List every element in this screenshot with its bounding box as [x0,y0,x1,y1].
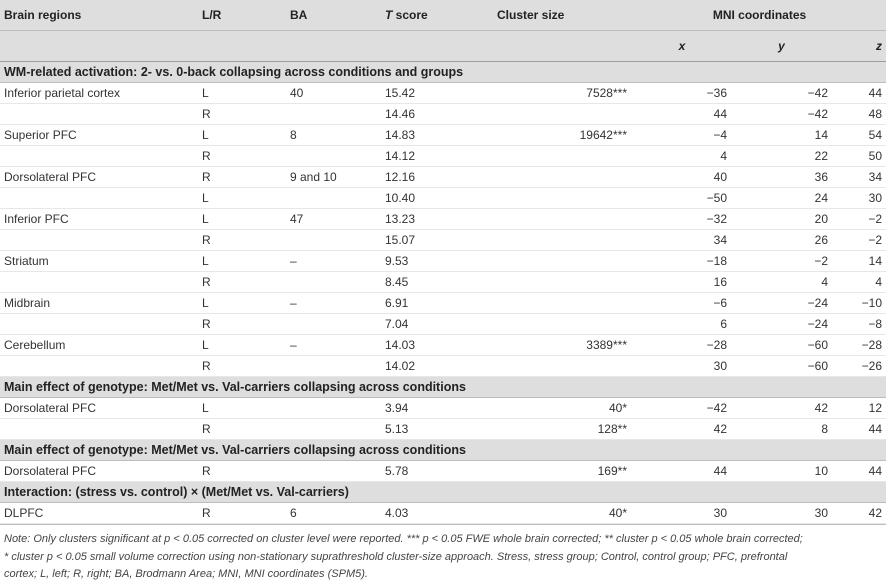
cell-z: −2 [832,230,886,251]
cell-ba [286,188,381,209]
table-row [0,251,886,272]
header-blank [0,31,198,62]
cell-y: 42 [731,398,832,419]
table-body [0,62,886,524]
cell-region [0,230,198,251]
cell-z: 50 [832,146,886,167]
table-row [0,503,886,524]
cell-x: −36 [633,83,731,104]
cell-cluster-size [493,167,633,188]
cell-cluster-size [493,293,633,314]
cell-lr: R [198,272,286,293]
cell-z: 42 [832,503,886,524]
cell-t-score: 9.53 [381,251,493,272]
cell-cluster-size: 128** [493,419,633,440]
cell-cluster-size [493,314,633,335]
cell-t-score: 14.46 [381,104,493,125]
cell-region: Dorsolateral PFC [0,461,198,482]
cell-z: 44 [832,419,886,440]
cell-region [0,356,198,377]
cell-t-score: 3.94 [381,398,493,419]
cell-ba [286,146,381,167]
cell-lr: L [198,293,286,314]
cell-lr: R [198,230,286,251]
cell-y: 26 [731,230,832,251]
table-row [0,104,886,125]
footnote-line: cortex; L, left; R, right; BA, Brodmann Area; MNI, MNI coordinates (SPM5). [4,568,368,580]
cell-y: 36 [731,167,832,188]
cell-ba [286,461,381,482]
cell-y: 14 [731,125,832,146]
cell-cluster-size: 19642*** [493,125,633,146]
cell-region [0,104,198,125]
table-row [0,356,886,377]
cell-y: 30 [731,503,832,524]
header-brain-regions: Brain regions [0,0,198,31]
cell-y: −24 [731,314,832,335]
cell-lr: R [198,314,286,335]
header-z: z [832,31,886,62]
cell-z: −28 [832,335,886,356]
cell-z: −10 [832,293,886,314]
table-row [0,335,886,356]
cell-cluster-size [493,251,633,272]
cell-y: −42 [731,83,832,104]
cell-region: Striatum [0,251,198,272]
cell-x: 40 [633,167,731,188]
cell-t-score: 15.07 [381,230,493,251]
header-blank [286,31,381,62]
table-row [0,188,886,209]
cell-x: 6 [633,314,731,335]
cell-cluster-size [493,356,633,377]
header-y: y [731,31,832,62]
cell-y: 4 [731,272,832,293]
cell-x: −42 [633,398,731,419]
cell-y: −24 [731,293,832,314]
cell-z: 44 [832,461,886,482]
table-row [0,272,886,293]
section-header-row [0,377,886,398]
header-blank [493,31,633,62]
cell-cluster-size [493,230,633,251]
cell-z: 14 [832,251,886,272]
cell-x: 44 [633,461,731,482]
header-x: x [633,31,731,62]
cell-region: Inferior PFC [0,209,198,230]
cell-ba [286,314,381,335]
cell-z: 34 [832,167,886,188]
table-header [0,0,886,62]
cell-region: Dorsolateral PFC [0,398,198,419]
cell-y: 10 [731,461,832,482]
cell-lr: R [198,104,286,125]
cell-x: 30 [633,356,731,377]
cell-ba [286,104,381,125]
cell-x: 30 [633,503,731,524]
cell-region: Cerebellum [0,335,198,356]
cell-x: −28 [633,335,731,356]
table-footnote [0,524,886,584]
cell-y: 20 [731,209,832,230]
section-header-row [0,482,886,503]
section-title: WM-related activation: 2- vs. 0-back collapsing across conditions and groups [0,62,886,83]
table-row [0,314,886,335]
cell-x: 42 [633,419,731,440]
cell-region: Midbrain [0,293,198,314]
cell-region: DLPFC [0,503,198,524]
table-row [0,293,886,314]
cell-cluster-size: 40* [493,503,633,524]
cell-ba [286,398,381,419]
cell-ba: – [286,251,381,272]
cell-t-score: 14.02 [381,356,493,377]
cell-x: 34 [633,230,731,251]
cell-cluster-size [493,146,633,167]
cell-t-score: 14.83 [381,125,493,146]
cell-t-score: 4.03 [381,503,493,524]
cell-y: 24 [731,188,832,209]
cell-ba: – [286,335,381,356]
section-title: Main effect of genotype: Met/Met vs. Val-carriers collapsing across conditions [0,440,886,461]
header-lr: L/R [198,0,286,31]
cell-x: −18 [633,251,731,272]
cell-cluster-size [493,272,633,293]
header-blank [381,31,493,62]
cell-cluster-size: 169** [493,461,633,482]
cell-x: −4 [633,125,731,146]
cell-lr: R [198,146,286,167]
section-header-row [0,440,886,461]
cell-ba [286,356,381,377]
cell-lr: R [198,503,286,524]
cell-lr: L [198,209,286,230]
cell-cluster-size [493,188,633,209]
cell-ba: 47 [286,209,381,230]
cell-z: 48 [832,104,886,125]
header-blank [198,31,286,62]
cell-y: −60 [731,356,832,377]
table-row [0,461,886,482]
cell-t-score: 5.78 [381,461,493,482]
cell-z: 44 [832,83,886,104]
cell-y: −60 [731,335,832,356]
section-title: Interaction: (stress vs. control) × (Met/Met vs. Val-carriers) [0,482,886,503]
cell-z: 12 [832,398,886,419]
cell-t-score: 5.13 [381,419,493,440]
section-title: Main effect of genotype: Met/Met vs. Val-carriers collapsing across conditions [0,377,886,398]
cell-region: Dorsolateral PFC [0,167,198,188]
cell-ba: – [286,293,381,314]
cell-cluster-size [493,104,633,125]
header-t-suffix: score [392,8,428,22]
cell-region [0,188,198,209]
cell-t-score: 14.12 [381,146,493,167]
cell-y: 22 [731,146,832,167]
cell-z: −26 [832,356,886,377]
table-row [0,125,886,146]
cell-region [0,419,198,440]
section-header-row [0,62,886,83]
cell-region [0,314,198,335]
cell-y: 8 [731,419,832,440]
header-mni-coordinates: MNI coordinates [633,0,886,31]
cell-t-score: 8.45 [381,272,493,293]
cell-t-score: 10.40 [381,188,493,209]
cell-y: −2 [731,251,832,272]
cell-z: 4 [832,272,886,293]
cell-cluster-size: 3389*** [493,335,633,356]
cell-region [0,272,198,293]
cell-x: −50 [633,188,731,209]
table-row [0,398,886,419]
table-row [0,230,886,251]
cell-t-score: 14.03 [381,335,493,356]
table-row [0,167,886,188]
footnote-line: Note: Only clusters significant at p < 0.05 corrected on cluster level were reported. *** p < 0.05 FWE whole brain corrected; ** cluster p < 0.05 whole brain corrected; [4,533,803,545]
cell-ba: 9 and 10 [286,167,381,188]
cell-t-score: 7.04 [381,314,493,335]
cell-ba [286,419,381,440]
cell-y: −42 [731,104,832,125]
cell-z: 30 [832,188,886,209]
cell-lr: L [198,335,286,356]
cell-lr: R [198,356,286,377]
cell-ba: 8 [286,125,381,146]
cell-x: 16 [633,272,731,293]
cell-cluster-size [493,209,633,230]
table-row [0,419,886,440]
cell-lr: R [198,419,286,440]
cell-lr: R [198,167,286,188]
table-row [0,83,886,104]
cell-t-score: 13.23 [381,209,493,230]
table-row [0,209,886,230]
cell-x: −6 [633,293,731,314]
cell-region: Superior PFC [0,125,198,146]
cell-ba [286,230,381,251]
cell-lr: L [198,125,286,146]
cell-t-score: 12.16 [381,167,493,188]
cell-cluster-size: 7528*** [493,83,633,104]
cell-t-score: 15.42 [381,83,493,104]
header-cluster-size: Cluster size [493,0,633,31]
footnote-line: * cluster p < 0.05 small volume correction using non-stationary suprathreshold cluster-size approach. Stress, stress group; Control, control group; PFC, prefrontal [4,550,788,563]
cell-x: 44 [633,104,731,125]
cell-z: −2 [832,209,886,230]
cell-z: 54 [832,125,886,146]
cell-cluster-size: 40* [493,398,633,419]
table-row [0,146,886,167]
cell-t-score: 6.91 [381,293,493,314]
header-t-italic: T [385,8,393,22]
cell-lr: R [198,461,286,482]
cell-region: Inferior parietal cortex [0,83,198,104]
cell-lr: L [198,398,286,419]
cell-x: −32 [633,209,731,230]
header-ba: BA [286,0,381,31]
cell-x: 4 [633,146,731,167]
cell-lr: L [198,83,286,104]
header-t-score [381,0,493,31]
cell-ba: 40 [286,83,381,104]
cell-lr: L [198,251,286,272]
cell-ba: 6 [286,503,381,524]
cell-ba [286,272,381,293]
cell-region [0,146,198,167]
cell-lr: L [198,188,286,209]
cell-z: −8 [832,314,886,335]
